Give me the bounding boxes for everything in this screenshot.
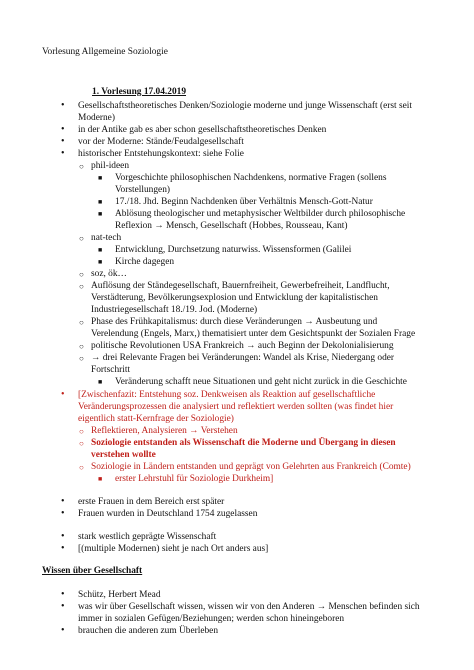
list-item: nat-tech <box>91 233 122 243</box>
bullet-circle-icon: ○ <box>79 439 84 448</box>
list-item: in der Antike gab es aber schon gesellschaftstheoretisches Denken <box>78 125 327 135</box>
list-item: Auflösung der Ständegesellschaft, Bauernfreiheit, Gewerbefreiheit, Landflucht, <box>91 281 390 291</box>
bullet-circle-icon: ○ <box>79 318 84 327</box>
list-item-continued: Reflexion → Mensch, Gesellschaft (Hobbes, Rousseau, Kant) <box>115 221 348 231</box>
bullet-dot-icon: • <box>61 531 65 542</box>
bullet-dot-icon: • <box>61 543 65 554</box>
bullet-dot-icon: • <box>61 601 65 612</box>
list-item: → drei Relevante Fragen bei Veränderungen: Wandel als Krise, Niedergang oder <box>91 353 395 363</box>
list-item-highlight: [Zwischenfazit: Entstehung soz. Denkweisen als Reaktion auf gesellschaftliche <box>78 390 376 400</box>
list-item-continued: Verelendung (Engels, Marx,) thematisiert unter dem Gesichtspunkt der Sozialen Frage <box>91 329 416 339</box>
list-item: Vorgeschichte philosophischen Nachdenkens, normative Fragen (sollens <box>115 173 387 183</box>
bullet-circle-icon: ○ <box>79 342 84 351</box>
list-item: stark westlich geprägte Wissenschaft <box>78 532 217 542</box>
list-item-continued: eigentlich statt-Kernfrage der Soziologie) <box>78 414 234 424</box>
list-item: brauchen die anderen zum Überleben <box>78 626 219 636</box>
bullet-circle-icon: ○ <box>79 354 84 363</box>
list-item: Ablösung theologischer und metaphysischer Weltbilder durch philosophische <box>115 209 406 219</box>
bullet-circle-icon: ○ <box>79 234 84 243</box>
bullet-dot-icon: • <box>61 100 65 111</box>
list-item: politische Revolutionen USA Frankreich → auch Beginn der Dekolonialisierung <box>91 341 394 351</box>
bullet-dot-icon: • <box>61 589 65 600</box>
bullet-dot-icon: • <box>61 136 65 147</box>
bullet-circle-icon: ○ <box>79 463 84 472</box>
list-item-continued: Verstädterung, Bevölkerungsexplosion und Entwicklung der kapitalistischen <box>91 293 378 303</box>
bullet-square-icon: ■ <box>98 378 103 386</box>
bullet-dot-icon: • <box>61 508 65 519</box>
list-item-continued: Vorstellungen) <box>115 185 171 195</box>
list-item-continued: verstehen wollte <box>91 450 156 460</box>
bullet-dot-icon: • <box>61 496 65 507</box>
list-item: [(multiple Modernen) sieht je nach Ort anders aus] <box>78 544 269 554</box>
list-item-continued: Industriegesellschaft 18./19. Jod. (Moderne) <box>91 305 258 315</box>
list-item: was wir über Gesellschaft wissen, wissen wir von den Anderen → Menschen befinden sich <box>78 602 420 612</box>
bullet-dot-icon: • <box>61 625 65 636</box>
list-item: Frauen wurden in Deutschland 1754 zugelassen <box>78 509 258 519</box>
list-item: Phase des Frühkapitalismus: durch diese Veränderungen → Ausbeutung und <box>91 317 378 327</box>
bullet-circle-icon: ○ <box>79 162 84 171</box>
list-item: erste Frauen in dem Bereich erst später <box>78 497 225 507</box>
list-item-highlight-bold: Soziologie entstanden als Wissenschaft die Moderne und Übergang in diesen <box>91 438 396 448</box>
list-item: vor der Moderne: Stände/Feudalgesellschaft <box>78 137 244 147</box>
list-item: phil-ideen <box>91 161 130 171</box>
list-item-continued: immer in sozialen Gefügen/Beziehungen; werden schon hineingeboren <box>78 614 345 624</box>
section-heading: Wissen über Gesellschaft <box>42 566 143 576</box>
bullet-circle-icon: ○ <box>79 427 84 436</box>
list-item: soz, ök… <box>91 269 127 279</box>
list-item: Kirche dagegen <box>115 257 175 267</box>
document-title: Vorlesung Allgemeine Soziologie <box>42 47 168 57</box>
bullet-square-icon: ■ <box>98 198 103 206</box>
bullet-square-icon: ■ <box>98 174 103 182</box>
bullet-circle-icon: ○ <box>79 270 84 279</box>
bullet-dot-icon: • <box>61 124 65 135</box>
list-item-highlight: Reflektieren, Analysieren → Verstehen <box>91 426 238 436</box>
list-item: Gesellschaftstheoretisches Denken/Soziologie moderne und junge Wissenschaft (erst seit <box>78 101 412 111</box>
list-item-highlight: erster Lehrstuhl für Soziologie Durkheim] <box>115 474 274 484</box>
list-item-continued: Moderne) <box>78 113 115 123</box>
bullet-circle-icon: ○ <box>79 282 84 291</box>
lecture-heading: 1. Vorlesung 17.04.2019 <box>92 87 187 97</box>
list-item: 17./18. Jhd. Beginn Nachdenken über Verhältnis Mensch-Gott-Natur <box>115 197 373 207</box>
bullet-square-icon: ■ <box>98 246 103 254</box>
bullet-dot-icon: • <box>61 389 65 400</box>
list-item: Veränderung schafft neue Situationen und geht nicht zurück in die Geschichte <box>115 377 407 387</box>
bullet-square-icon: ■ <box>98 210 103 218</box>
bullet-square-icon: ■ <box>98 475 103 483</box>
list-item-continued: Veränderungsprozessen die analysiert und reflektiert werden sollten (was findet hier <box>78 402 394 412</box>
list-item-continued: Fortschritt <box>91 365 131 375</box>
list-item: historischer Entstehungskontext: siehe Folie <box>78 149 244 159</box>
bullet-dot-icon: • <box>61 148 65 159</box>
list-item: Entwicklung, Durchsetzung naturwiss. Wissensformen (Galilei <box>115 245 352 255</box>
list-item-highlight: Soziologie in Ländern entstanden und geprägt von Gelehrten aus Frankreich (Comte) <box>91 462 411 472</box>
list-item: Schütz, Herbert Mead <box>78 590 161 600</box>
bullet-square-icon: ■ <box>98 258 103 266</box>
